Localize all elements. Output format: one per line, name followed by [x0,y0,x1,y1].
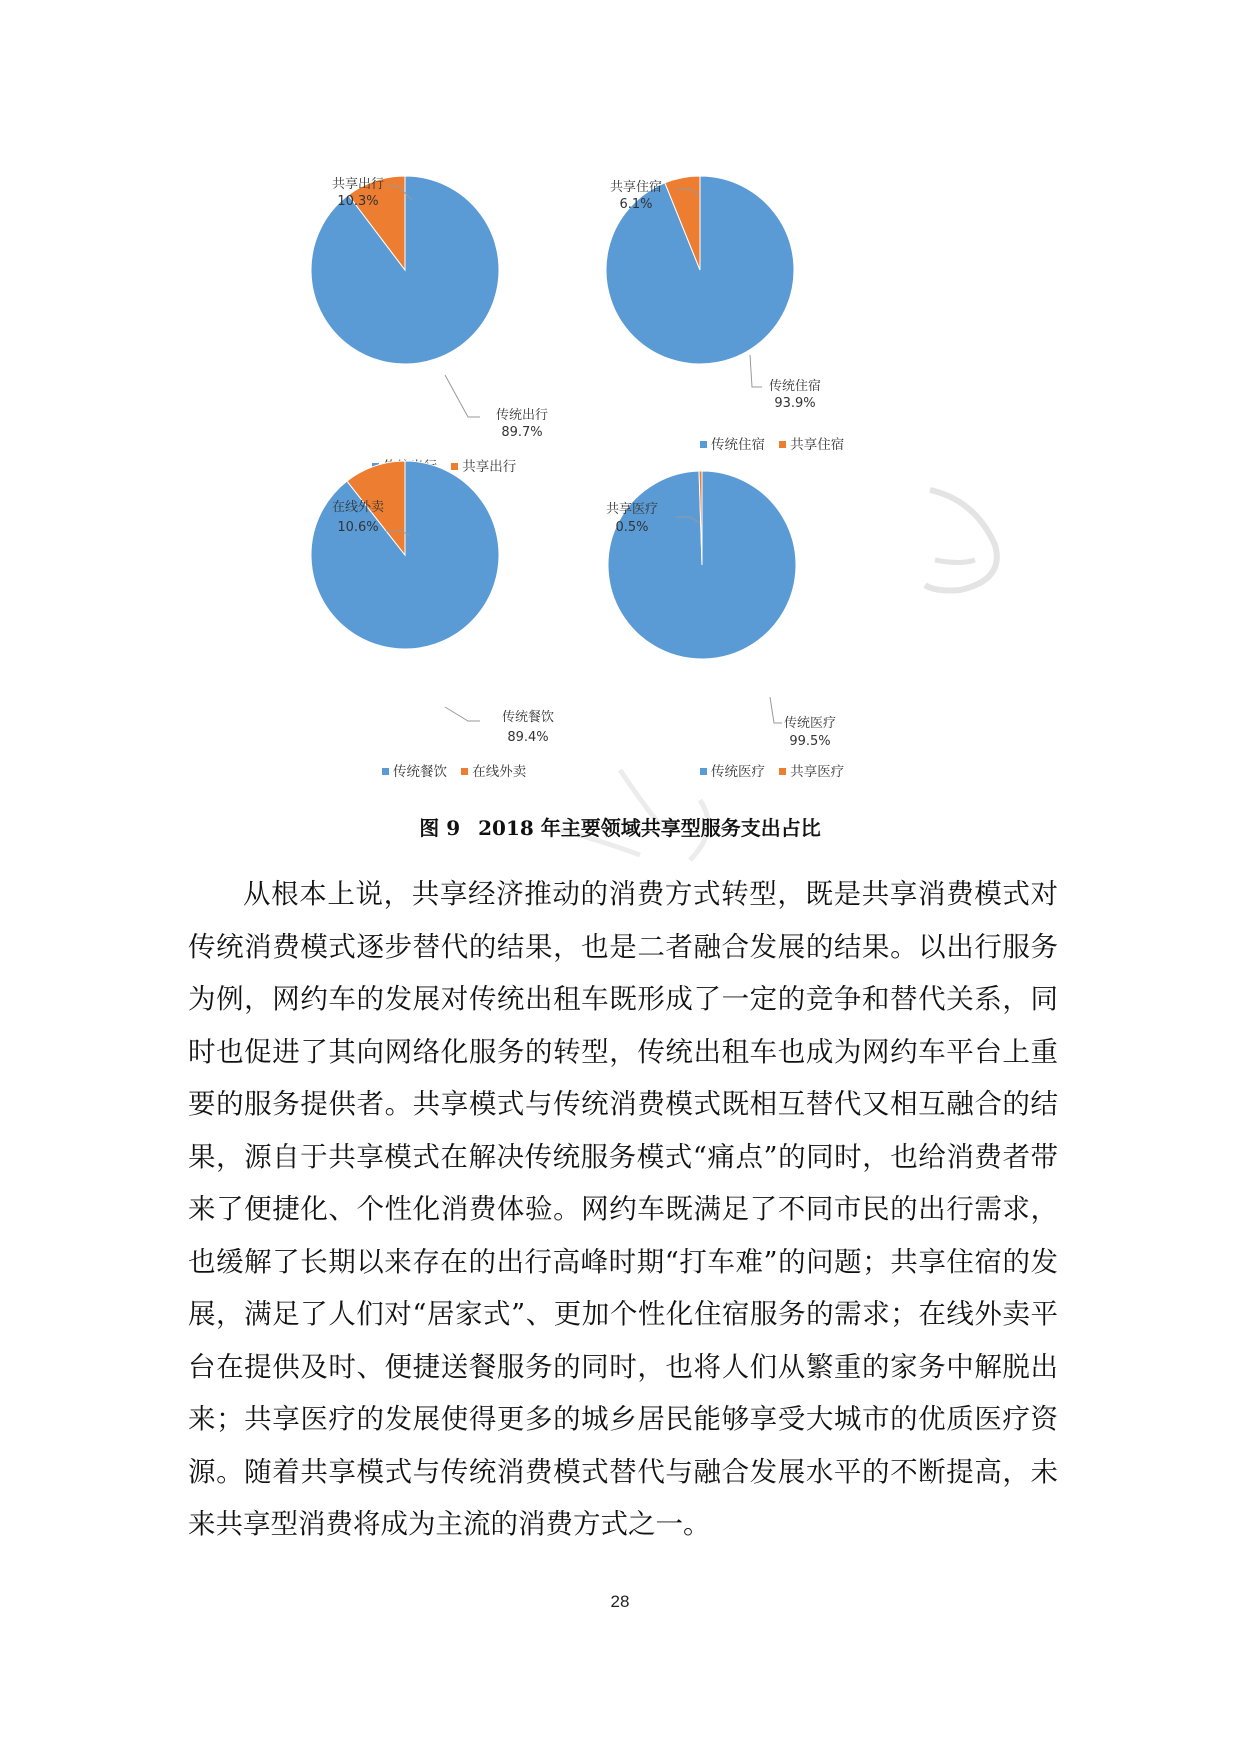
legend-item-shared-lodging [779,437,844,453]
label-shared-lodging-value: 6.1% [619,197,653,212]
label-traditional-dining-value: 89.4% [507,730,549,745]
legend-label: 传统住宿 [711,437,765,453]
legend-swatch-shared [461,768,468,775]
label-traditional-lodging-name: 传统住宿 [768,379,822,394]
pie-chart-medical [605,495,940,795]
pie-dining-svg [300,495,600,795]
body-paragraph: 从根本上说，共享经济推动的消费方式转型，既是共享消费模式对传统消费模式逐步替代的结果，也是二者融合发展的结果。以出行服务为例，网约车的发展对传统出租车既形成了一定的竞争和替代关系，同时也促进了其向网络化服务的转型，传统出租车也成为网约车平台上重要的服务提供者。共享模式与传统消费模式既相互替代又相互融合的结果，源自于共享模式在解决传统服务模式“痛点”的同时，也给消费者带来了便捷化、个性化消费体验。网约车既满足了不同市民的出行需求，也缓解了长期以来存在的出行高峰时期“打车难”的问题；共享住宿的发展，满足了人们对“居家式”、更加个性化住宿服务的需求；在线外卖平台在提供及时、便捷送餐服务的同时，也将人们从繁重的家务中解脱出来；共享医疗的发展使得更多的城乡居民能够享受大城市的优质医疗资源。随着共享模式与传统消费模式替代与融合发展水平的不断提高，未来共享型消费将成为主流的消费方式之一。 [188,878,1058,1540]
label-shared-travel-value: 10.3% [337,194,379,209]
legend-medical [700,760,854,780]
legend-item-traditional-lodging [700,437,765,453]
pie-chart-travel [300,165,600,485]
legend-label: 传统餐饮 [393,764,447,780]
legend-item-shared-dining [461,764,526,780]
leader-line-traditional-travel [445,375,480,417]
label-shared-dining-value: 10.6% [337,520,379,535]
legend-item-shared-travel [451,459,516,475]
legend-swatch-shared [451,463,458,470]
figure-number: 图 9 [419,816,461,840]
legend-dining [382,760,536,780]
label-traditional-travel-value: 89.7% [501,425,543,440]
label-traditional-medical-value: 99.5% [789,734,831,749]
figure-title: 2018 年主要领域共享型服务支出占比 [478,816,821,840]
pie-chart-dining [300,495,600,795]
legend-swatch-shared [779,441,786,448]
legend-swatch-shared [779,768,786,775]
leader-line-traditional-lodging [750,355,762,387]
label-traditional-travel-name: 传统出行 [495,408,549,423]
legend-swatch-traditional [382,768,389,775]
pie-lodging-svg [609,165,940,465]
pie-chart-lodging [609,165,940,465]
figure-caption [0,812,1240,841]
page-number: 28 [610,1592,630,1611]
pie-medical-svg [605,495,940,795]
legend-label: 共享住宿 [790,437,845,453]
label-traditional-medical-name: 传统医疗 [783,716,837,731]
label-shared-medical-value: 0.5% [615,520,649,535]
label-shared-medical-name: 共享医疗 [605,502,659,517]
pie-travel-svg [300,165,600,485]
legend-item-traditional-dining [382,764,447,780]
legend-item-traditional-medical [700,764,765,780]
legend-label: 传统医疗 [711,764,765,780]
label-traditional-dining-name: 传统餐饮 [501,710,555,725]
legend-swatch-traditional [700,441,707,448]
legend-item-shared-medical [779,764,844,780]
label-shared-dining-name: 在线外卖 [331,500,385,515]
leader-line-traditional-medical [770,697,782,723]
legend-label: 共享医疗 [790,764,845,780]
legend-swatch-traditional [700,768,707,775]
legend-lodging [700,433,854,453]
label-shared-travel-name: 共享出行 [331,177,385,192]
leader-line-traditional-dining [445,707,480,721]
legend-label: 共享出行 [462,459,517,475]
label-shared-lodging-name: 共享住宿 [609,180,663,195]
legend-label: 在线外卖 [472,764,527,780]
label-traditional-lodging-value: 93.9% [774,396,816,411]
